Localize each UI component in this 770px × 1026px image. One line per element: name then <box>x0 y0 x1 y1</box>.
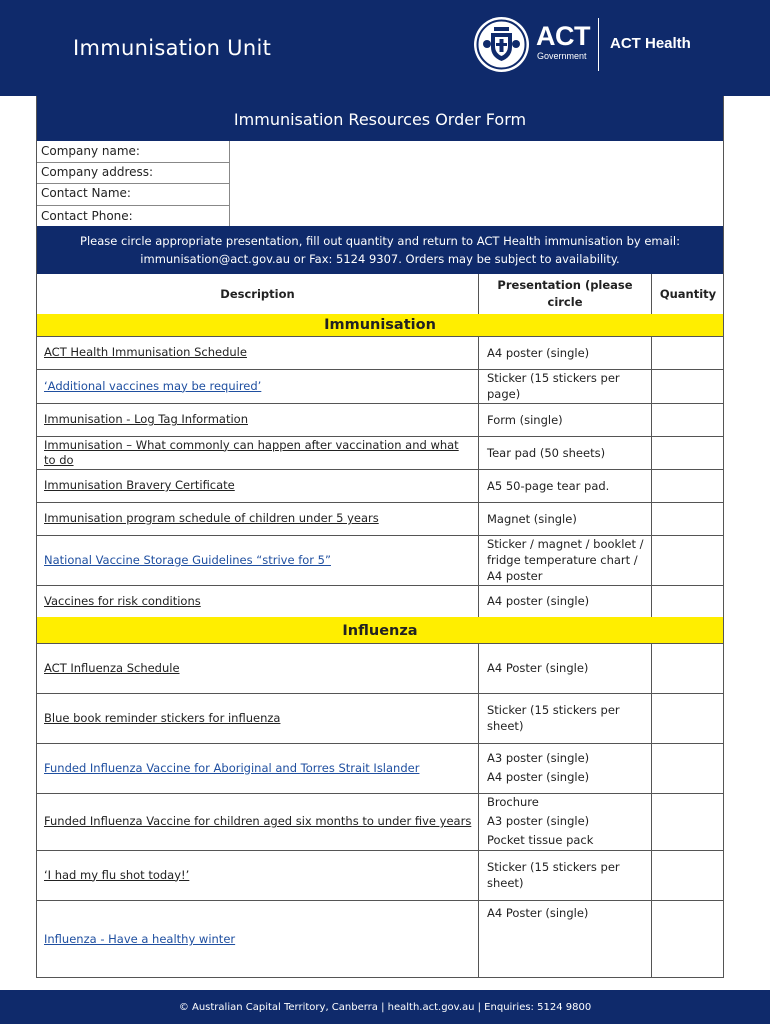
instructions-line-2: immunisation@act.gov.au or Fax: 5124 9307. Orders may be subject to availability. <box>140 252 620 266</box>
order-form <box>36 96 724 978</box>
presentation-option[interactable]: Sticker (15 stickers per sheet) <box>487 703 620 733</box>
quantity-input[interactable] <box>651 502 723 535</box>
logo-divider <box>598 18 599 71</box>
instructions-line-1: Please circle appropriate presentation, fill out quantity and return to ACT Health immunisation by email: <box>80 234 680 248</box>
unit-title: Immunisation Unit <box>73 36 272 60</box>
row-presentation <box>478 585 651 617</box>
presentation-option[interactable]: Form (single) <box>487 412 563 427</box>
presentation-option[interactable]: A5 50-page tear pad. <box>487 478 610 493</box>
row-description <box>37 535 478 585</box>
quantity-input[interactable] <box>651 403 723 436</box>
row-presentation <box>478 693 651 743</box>
resource-link[interactable]: Vaccines for risk conditions <box>44 593 201 608</box>
presentation-option[interactable]: A3 poster (single) <box>487 814 590 828</box>
presentation-option[interactable]: Sticker (15 stickers per page) <box>487 371 620 401</box>
quantity-input[interactable] <box>651 336 723 369</box>
row-description <box>37 403 478 436</box>
act-coat-of-arms-icon <box>474 17 529 72</box>
row-presentation <box>478 336 651 369</box>
resource-link[interactable]: ‘I had my flu shot today!’ <box>44 867 190 882</box>
quantity-input[interactable] <box>651 643 723 693</box>
company-name-field[interactable] <box>229 141 723 162</box>
contact-phone-row <box>37 205 723 226</box>
row-presentation <box>478 793 651 850</box>
table-row <box>37 436 723 470</box>
quantity-input[interactable] <box>651 743 723 793</box>
resource-link[interactable]: Immunisation Bravery Certificate <box>44 478 235 492</box>
act-logo: ACT <box>536 21 590 51</box>
table-row <box>37 403 723 437</box>
row-presentation <box>478 535 651 585</box>
row-description <box>37 469 478 502</box>
presentation-option[interactable]: A3 poster (single) <box>487 751 590 765</box>
section-immunisation: Immunisation <box>37 314 723 337</box>
column-header-row <box>37 274 723 315</box>
row-presentation <box>478 900 651 977</box>
row-description <box>37 643 478 693</box>
row-presentation <box>478 850 651 900</box>
table-row <box>37 743 723 794</box>
act-health-logo: ACT Health <box>610 35 691 52</box>
row-description <box>37 436 478 469</box>
row-presentation <box>478 369 651 403</box>
instructions-banner <box>37 226 723 274</box>
quantity-input[interactable] <box>651 793 723 850</box>
quantity-input[interactable] <box>651 585 723 617</box>
act-government-label: Government <box>537 51 587 61</box>
table-row <box>37 369 723 404</box>
resource-link[interactable]: Funded Influenza Vaccine for Aboriginal and Torres Strait Islander <box>44 760 420 775</box>
resource-link[interactable]: ACT Health Immunisation Schedule <box>44 345 247 359</box>
row-presentation <box>478 403 651 436</box>
presentation-option[interactable]: A4 poster (single) <box>487 770 590 784</box>
form-title: Immunisation Resources Order Form <box>37 96 723 141</box>
resource-link[interactable]: Immunisation – What commonly can happen after vaccination and what to do <box>44 437 459 467</box>
table-row <box>37 585 723 618</box>
column-presentation <box>478 274 651 314</box>
page-footer <box>0 990 770 1024</box>
table-row <box>37 535 723 586</box>
column-quantity: Quantity <box>651 274 724 314</box>
table-row <box>37 502 723 536</box>
table-row <box>37 793 723 851</box>
row-description <box>37 743 478 793</box>
row-presentation <box>478 469 651 502</box>
table-row <box>37 469 723 503</box>
company-address-field[interactable] <box>229 162 723 183</box>
table-row <box>37 336 723 370</box>
table-row <box>37 643 723 694</box>
quantity-input[interactable] <box>651 469 723 502</box>
resource-link[interactable]: Influenza - Have a healthy winter <box>44 932 236 946</box>
row-presentation <box>478 502 651 535</box>
quantity-input[interactable] <box>651 535 723 585</box>
presentation-option[interactable]: A4 poster (single) <box>487 594 590 608</box>
row-description <box>37 693 478 743</box>
row-presentation <box>478 643 651 693</box>
row-description <box>37 336 478 369</box>
resource-link[interactable]: Funded Influenza Vaccine for children aged six months to under five years <box>44 814 472 828</box>
column-presentation-line-1: Presentation (please circle <box>497 278 633 309</box>
company-address-row <box>37 162 723 184</box>
table-row <box>37 900 723 977</box>
quantity-input[interactable] <box>651 850 723 900</box>
row-description <box>37 502 478 535</box>
resource-link[interactable]: ‘Additional vaccines may be required’ <box>44 378 262 393</box>
footer-text: © Australian Capital Territory, Canberra | health.act.gov.au | Enquiries: 5124 9800 <box>178 1002 592 1013</box>
row-description <box>37 369 478 403</box>
company-address-label: Company address: <box>41 165 154 179</box>
presentation-option[interactable]: Brochure <box>487 795 539 809</box>
contact-name-label: Contact Name: <box>41 186 131 200</box>
presentation-option[interactable]: A4 poster (single) <box>487 345 590 360</box>
row-presentation <box>478 436 651 469</box>
presentation-option[interactable]: Pocket tissue pack <box>487 833 594 847</box>
resource-link[interactable]: National Vaccine Storage Guidelines “strive for 5” <box>44 552 331 567</box>
row-description <box>37 585 478 617</box>
row-description <box>37 900 478 977</box>
presentation-option[interactable]: A4 Poster (single) <box>487 906 589 920</box>
company-name-row <box>37 141 723 163</box>
resource-link[interactable]: ACT Influenza Schedule <box>44 660 180 675</box>
quantity-input[interactable] <box>651 900 723 977</box>
contact-phone-label: Contact Phone: <box>41 209 133 223</box>
table-row <box>37 850 723 901</box>
row-description <box>37 793 478 850</box>
presentation-option[interactable]: Sticker / magnet / booklet / fridge temperature chart / A4 poster <box>487 537 644 583</box>
section-influenza: Influenza <box>37 617 723 644</box>
table-row <box>37 693 723 744</box>
contact-phone-field[interactable] <box>229 205 723 226</box>
presentation-option[interactable]: Tear pad (50 sheets) <box>487 445 606 460</box>
quantity-input[interactable] <box>651 369 723 403</box>
resource-link[interactable]: Blue book reminder stickers for influenza <box>44 710 281 725</box>
presentation-option[interactable]: A4 Poster (single) <box>487 661 589 675</box>
quantity-input[interactable] <box>651 436 723 469</box>
presentation-option[interactable]: Magnet (single) <box>487 511 577 526</box>
row-presentation <box>478 743 651 793</box>
resource-link[interactable]: Immunisation program schedule of children under 5 years <box>44 511 379 525</box>
quantity-input[interactable] <box>651 693 723 743</box>
page-header <box>0 0 770 96</box>
column-description: Description <box>220 287 295 301</box>
presentation-option[interactable]: Sticker (15 stickers per sheet) <box>487 860 620 890</box>
resource-link[interactable]: Immunisation - Log Tag Information <box>44 412 248 426</box>
row-description <box>37 850 478 900</box>
contact-name-field[interactable] <box>229 183 723 205</box>
contact-name-row <box>37 183 723 206</box>
company-name-label: Company name: <box>41 144 140 158</box>
